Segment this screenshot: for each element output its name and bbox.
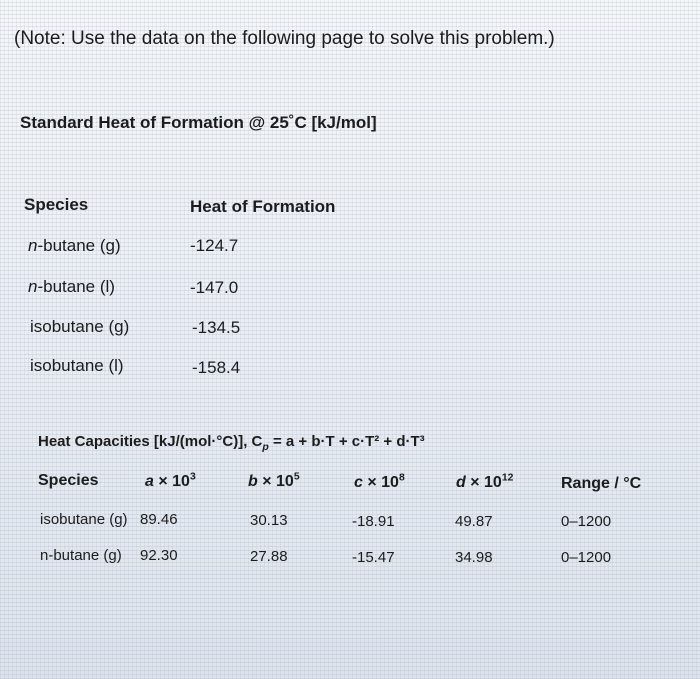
hc-row-0-a: 89.46 (140, 511, 178, 528)
heat-of-formation-title: Standard Heat of Formation @ 25˚C [kJ/mol] (20, 113, 377, 132)
hf-row-0-value: -124.7 (190, 236, 239, 255)
hf-row-1-value: -147.0 (190, 278, 239, 297)
heat-capacities-title: Heat Capacities [kJ/(mol·°C)], $C_p = a + b\cdot T + c\cdot T^2 + d\cdot T^3$ (38, 433, 425, 453)
hc-row-1-b: 27.88 (250, 548, 288, 565)
hf-header-value: Heat of Formation (190, 197, 336, 216)
hc-header-d: $d \times 10^{12}$ (456, 472, 514, 491)
hc-row-1-a: 92.30 (140, 547, 178, 564)
hc-header-range: Range / °C (561, 475, 642, 492)
hf-row-2-value: -134.5 (192, 318, 241, 337)
hc-row-0-d: 49.87 (455, 513, 493, 530)
problem-note: (Note: Use the data on the following page to solve this problem.) (14, 28, 555, 49)
hc-header-c: $c \times 10^8$ (354, 472, 405, 491)
hc-row-1-species: n-butane (g) (40, 547, 122, 564)
hc-row-1-d: 34.98 (455, 549, 493, 566)
hc-header-b: $b \times 10^5$ (248, 471, 300, 490)
hf-row-2-species: isobutane (g) (30, 317, 130, 336)
hf-header-species: Species (24, 195, 89, 214)
hc-row-1-range: 0–1200 (561, 549, 612, 566)
hc-header-a: $a \times 10^3$ (145, 471, 196, 490)
hf-row-3-species: isobutane (l) (30, 356, 124, 375)
hc-row-0-c: -18.91 (352, 513, 395, 530)
hc-row-0-range: 0–1200 (561, 513, 612, 530)
hc-row-0-b: 30.13 (250, 512, 288, 529)
hc-row-0-species: isobutane (g) (40, 511, 128, 528)
hf-row-3-value: -158.4 (192, 358, 241, 377)
hf-row-1-species: n-butane (l) (28, 277, 115, 296)
hc-header-species: Species (38, 472, 99, 489)
hc-row-1-c: -15.47 (352, 549, 395, 566)
hf-row-0-species: n-butane (g) (28, 236, 121, 255)
